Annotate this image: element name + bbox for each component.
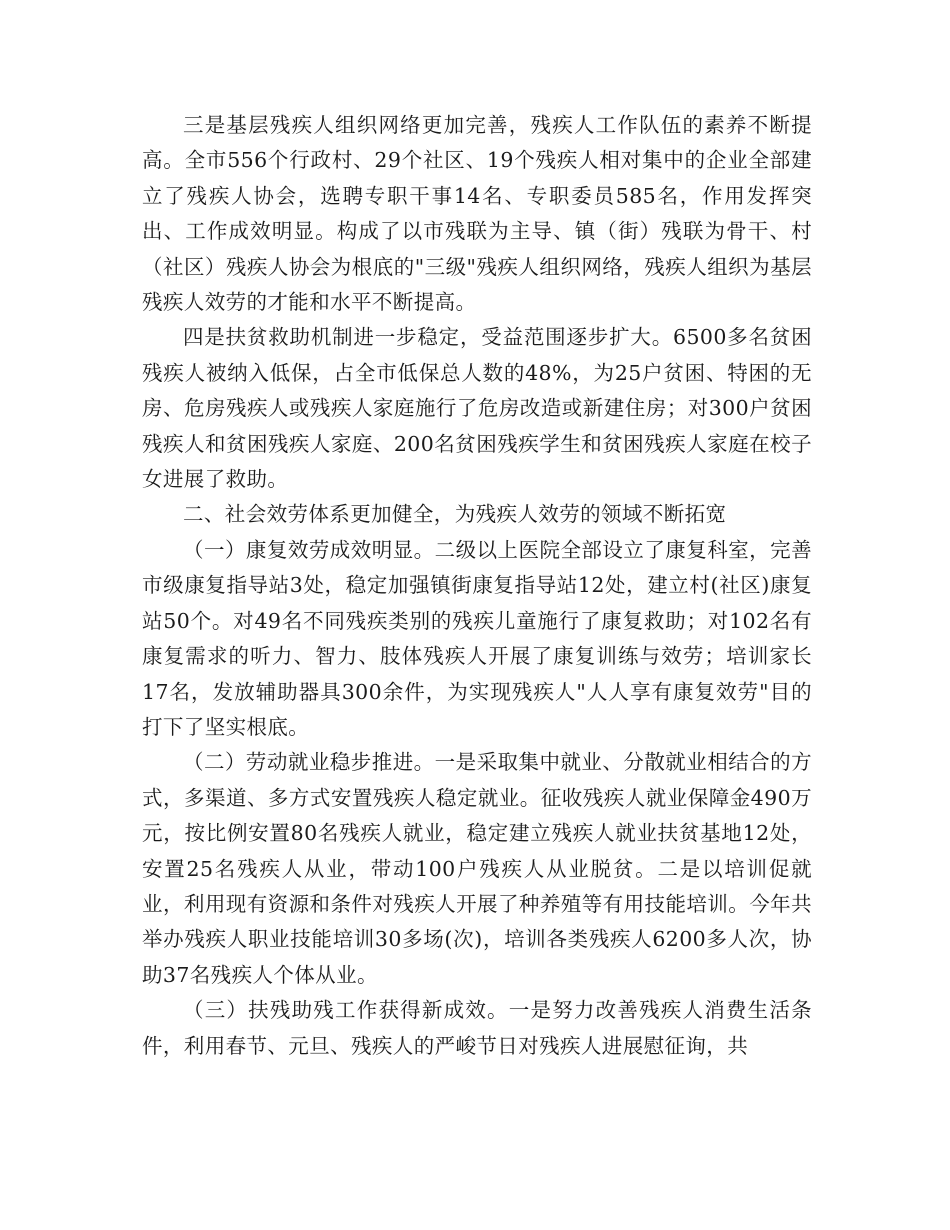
paragraph-employment: （二）劳动就业稳步推进。一是采取集中就业、分散就业相结合的方式，多渠道、多方式安置残疾人稳定就业。征收残疾人就业保障金490万元，按比例安置80名残疾人就业，稳定建立残疾人就业扶贫基地12处，安置25名残疾人从业，带动100户残疾人从业脱贫。二是以培训促就业，利用现有资源和条件对残疾人开展了种养殖等有用技能培训。今年共举办残疾人职业技能培训30多场(次)，培训各类残疾人6200多人次，协助37名残疾人个体从业。 bbox=[142, 750, 812, 987]
paragraph-poverty-relief: 四是扶贫救助机制进一步稳定，受益范围逐步扩大。6500多名贫困残疾人被纳入低保，占全市低保总人数的48%，为25户贫困、特困的无房、危房残疾人或残疾人家庭施行了危房改造或新建住房；对300户贫困残疾人和贫困残疾人家庭、200名贫困残疾学生和贫困残疾人家庭在校子女进展了救助。 bbox=[142, 325, 812, 492]
section-heading-social-service: 二、社会效劳体系更加健全，为残疾人效劳的领域不断拓宽 bbox=[183, 502, 727, 527]
paragraph-rehabilitation: （一）康复效劳成效明显。二级以上医院全部设立了康复科室，完善市级康复指导站3处，稳定加强镇街康复指导站12处，建立村(社区)康复站50个。对49名不同残疾类别的残疾儿童施行了康复救助；对102名有康复需求的听力、智力、肢体残疾人开展了康复训练与效劳；培训家长17名，发放辅助器具300余件，为实现残疾人"人人享有康复效劳"目的打下了坚实根底。 bbox=[142, 537, 812, 739]
paragraph-assistance: （三）扶残助残工作获得新成效。一是努力改善残疾人消费生活条件，利用春节、元旦、残疾人的严峻节日对残疾人进展慰征询，共 bbox=[142, 998, 812, 1058]
paragraph-grassroots-organization: 三是基层残疾人组织网络更加完善，残疾人工作队伍的素养不断提高。全市556个行政村、29个社区、19个残疾人相对集中的企业全部建立了残疾人协会，选聘专职干事14名、专职委员585名，作用发挥突出、工作成效明显。构成了以市残联为主导、镇（街）残联为骨干、村（社区）残疾人协会为根底的"三级"残疾人组织网络，残疾人组织为基层残疾人效劳的才能和水平不断提高。 bbox=[142, 113, 812, 315]
document-page bbox=[142, 108, 812, 1064]
